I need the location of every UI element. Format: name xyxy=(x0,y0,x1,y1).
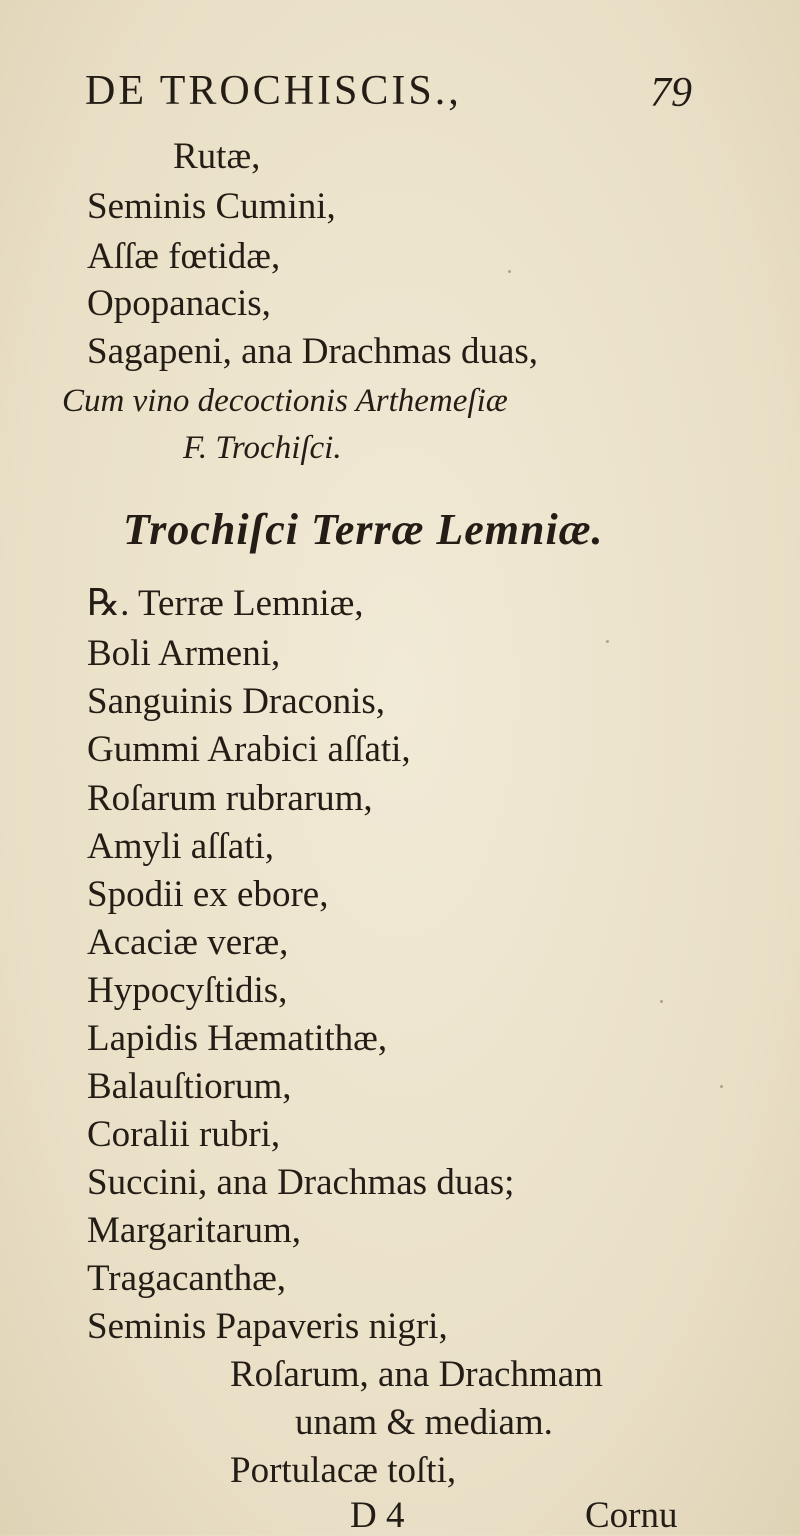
ingredient-line: Seminis Papaveris nigri, xyxy=(87,1306,448,1347)
signature-mark: D 4 xyxy=(350,1495,405,1536)
page-number: 79 xyxy=(650,70,692,116)
instruction-line: F. Trochiſci. xyxy=(183,430,342,466)
ingredient-line: Aſſæ fœtidæ, xyxy=(87,236,281,277)
ingredient-line: Sanguinis Draconis, xyxy=(87,681,386,722)
ingredient-line: Roſarum rubrarum, xyxy=(87,778,373,819)
ingredient-line: Tragacanthæ, xyxy=(87,1258,287,1299)
ingredient-line: Seminis Cumini, xyxy=(87,186,336,227)
ingredient-line: Roſarum, ana Drachmam xyxy=(230,1354,603,1395)
ingredient-line: Sagapeni, ana Drachmas duas, xyxy=(87,331,539,372)
ingredient-line: Amyli aſſati, xyxy=(87,826,275,867)
ingredient-line: Boli Armeni, xyxy=(87,633,281,674)
ingredient-line: Succini, ana Drachmas duas; xyxy=(87,1162,515,1203)
ingredient-line: Spodii ex ebore, xyxy=(87,874,329,915)
ingredient-line: unam & mediam. xyxy=(295,1402,553,1443)
paper-speck xyxy=(660,1000,663,1003)
catchword: Cornu xyxy=(585,1495,678,1536)
ingredient-line: Hypocyſtidis, xyxy=(87,970,288,1011)
ingredient-line: ℞. Terræ Lemniæ, xyxy=(87,583,364,624)
ingredient-line: Opopanacis, xyxy=(87,283,271,324)
ingredient-line: Acaciæ veræ, xyxy=(87,922,289,963)
ingredient-line: Portulacæ toſti, xyxy=(230,1450,457,1491)
section-heading: Trochiſci Terræ Lemniæ. xyxy=(123,505,604,554)
ingredient-line: Coralii rubri, xyxy=(87,1114,281,1155)
paper-speck xyxy=(508,270,511,273)
paper-speck xyxy=(606,640,609,643)
ingredient-line: Rutæ, xyxy=(173,136,261,177)
instruction-line: Cum vino decoctionis Arthemeſiæ xyxy=(62,383,508,419)
ingredient-line: Margaritarum, xyxy=(87,1210,302,1251)
ingredient-line: Lapidis Hæmatithæ, xyxy=(87,1018,388,1059)
ingredient-line: Gummi Arabici aſſati, xyxy=(87,729,411,770)
ingredient-line: Balauſtiorum, xyxy=(87,1066,292,1107)
paper-speck xyxy=(720,1085,723,1088)
running-head: DE TROCHISCIS., xyxy=(85,68,462,114)
